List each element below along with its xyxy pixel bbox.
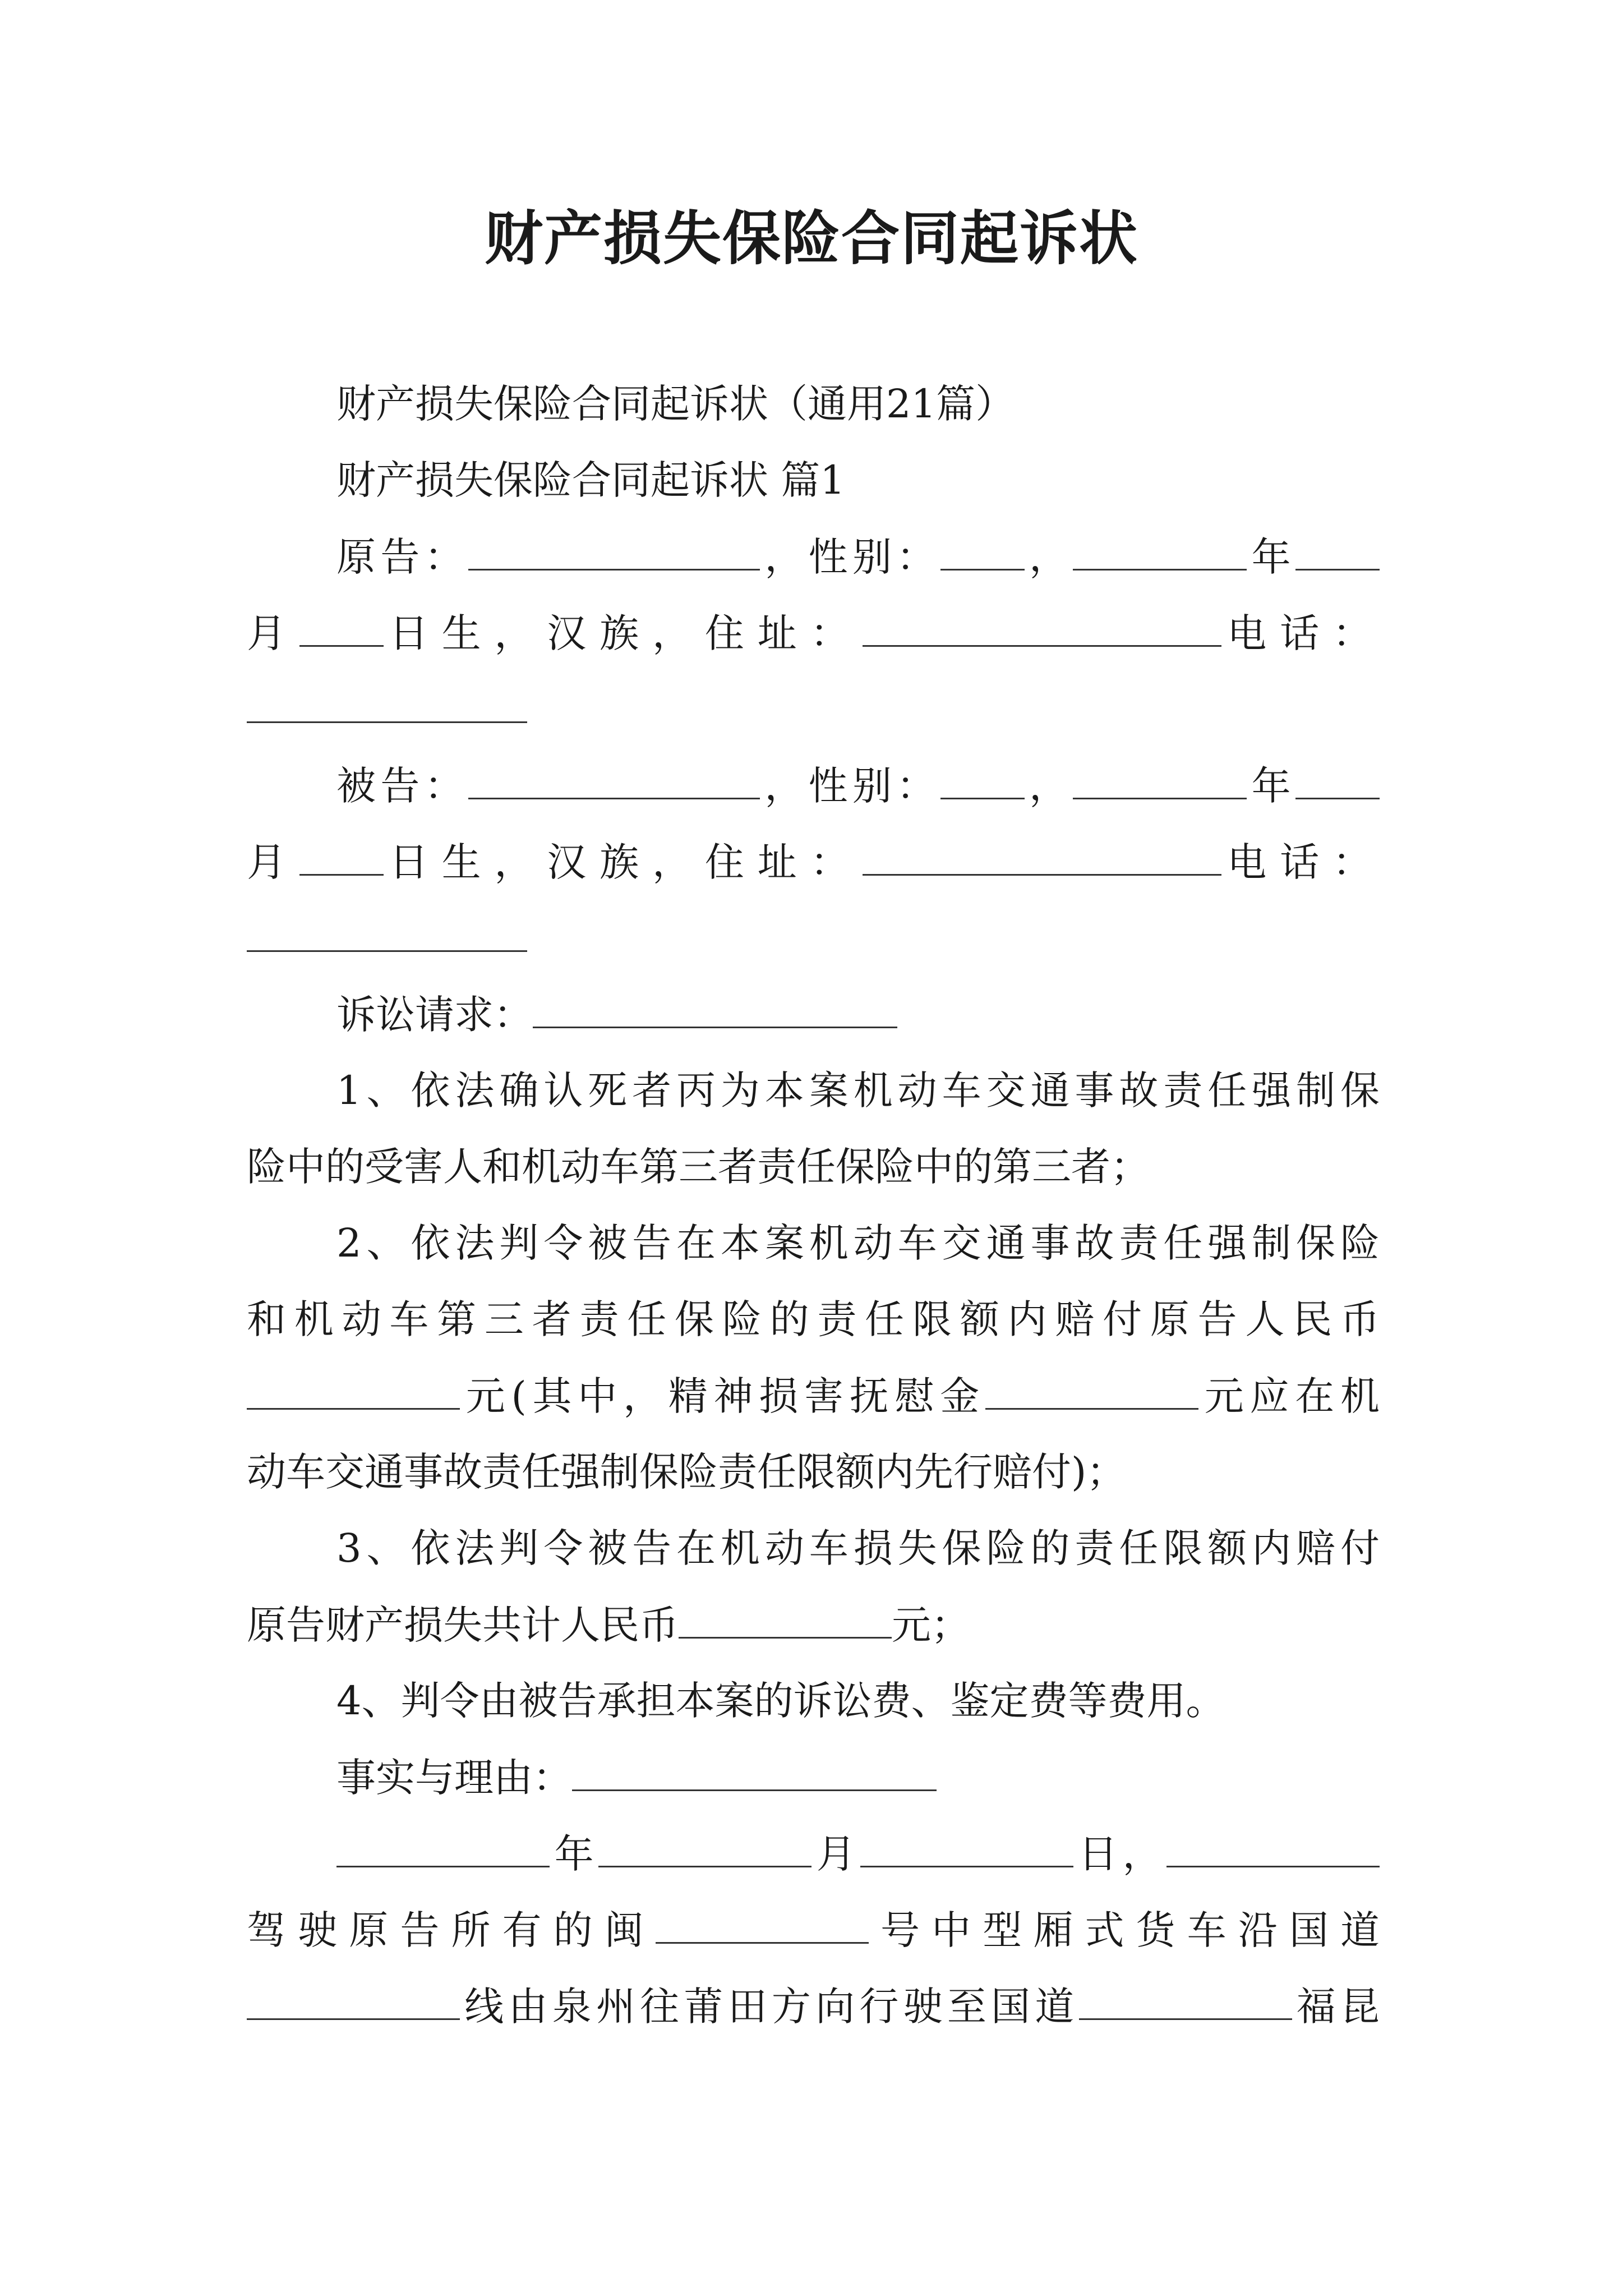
plaintiff-month-blank	[1295, 534, 1380, 570]
plaintiff-line-1	[247, 534, 1380, 610]
facts-month-label: 月	[811, 1831, 861, 1877]
facts-label: 事实与理由：	[336, 1755, 572, 1801]
facts-line-3	[247, 1984, 1380, 2060]
claim-2-line-4: 动车交通事故责任强制保险责任限额内先行赔付)；	[247, 1449, 1126, 1495]
claim-2-amount-blank	[247, 1373, 460, 1410]
defendant-gender-label: ，性别：	[760, 763, 940, 809]
claims-label: 诉讼请求：	[336, 992, 533, 1038]
plaintiff-phone-blank	[247, 687, 527, 723]
plaintiff-born-address-label: 日生，汉族，住址：	[383, 610, 863, 656]
claim-4: 4、判令由被告承担本案的诉讼费、鉴定费等费用。	[336, 1678, 1225, 1724]
plaintiff-separator: ，	[1024, 534, 1073, 580]
facts-text-4: 福昆	[1292, 1984, 1380, 2030]
defendant-line-3	[247, 915, 1380, 992]
document-body	[247, 381, 1380, 2060]
facts-line-1	[247, 1831, 1380, 1907]
claim-2-text-1: 元(其中，精神损害抚慰金	[460, 1373, 986, 1419]
defendant-gender-blank	[940, 763, 1025, 799]
document-title: 财产损失保险合同起诉状	[484, 204, 1138, 273]
claim-2-line-3	[247, 1373, 1380, 1450]
section-heading: 财产损失保险合同起诉状 篇1	[336, 457, 845, 503]
facts-day-label: 日，	[1073, 1831, 1167, 1877]
defendant-separator: ，	[1024, 763, 1073, 809]
plaintiff-name-blank	[468, 534, 760, 570]
claim-2-line-1: 2、依法判令被告在本案机动车交通事故责任强制保险	[336, 1220, 1380, 1266]
claim-3-line-2	[247, 1602, 1380, 1678]
defendant-phone-label: 电话：	[1221, 839, 1380, 885]
claim-2-line-2: 和机动车第三者责任保险的责任限额内赔付原告人民币	[247, 1296, 1380, 1342]
facts-road-blank	[247, 1984, 460, 2020]
claims-blank	[533, 992, 897, 1028]
facts-plate-blank	[656, 1907, 869, 1944]
facts-text-3: 线由泉州往莆田方向行驶至国道	[460, 1984, 1079, 2030]
facts-day-blank	[860, 1831, 1073, 1867]
claims-heading	[247, 992, 1380, 1068]
plaintiff-month-label: 月	[247, 610, 299, 656]
plaintiff-line-3	[247, 687, 1380, 763]
claim-1-line-2: 险中的受害人和机动车第三者责任保险中的第三者；	[247, 1144, 1150, 1190]
defendant-born-address-label: 日生，汉族，住址：	[383, 839, 863, 885]
plaintiff-line-2	[247, 610, 1380, 687]
defendant-year-blank	[1073, 763, 1247, 799]
claim-3-text-2: 元；	[892, 1602, 970, 1648]
claim-3-line-1: 3、依法判令被告在机动车损失保险的责任限额内赔付	[336, 1525, 1380, 1571]
facts-year-blank	[336, 1831, 550, 1867]
plaintiff-year-blank	[1073, 534, 1247, 570]
subtitle: 财产损失保险合同起诉状（通用21篇）	[336, 381, 1015, 427]
claim-2-mental-damage-blank	[985, 1373, 1198, 1410]
claim-2-text-2: 元应在机	[1198, 1373, 1380, 1419]
claim-3-amount-blank	[679, 1602, 892, 1639]
plaintiff-label: 原告：	[336, 534, 468, 580]
defendant-phone-blank	[247, 915, 527, 952]
plaintiff-address-blank	[863, 610, 1221, 647]
facts-year-label: 年	[550, 1831, 599, 1877]
facts-month-blank	[598, 1831, 811, 1867]
defendant-line-2	[247, 839, 1380, 915]
facts-driver-blank	[1166, 1831, 1380, 1867]
plaintiff-day-blank	[299, 610, 384, 647]
claim-1-line-1: 1、依法确认死者丙为本案机动车交通事故责任强制保	[336, 1068, 1380, 1114]
defendant-line-1	[247, 763, 1380, 839]
plaintiff-phone-label: 电话：	[1221, 610, 1380, 656]
facts-text-1: 驾驶原告所有的闽	[247, 1907, 656, 1953]
plaintiff-year-label: 年	[1247, 534, 1296, 580]
facts-line-2	[247, 1907, 1380, 1984]
defendant-label: 被告：	[336, 763, 468, 809]
defendant-year-label: 年	[1247, 763, 1296, 809]
defendant-name-blank	[468, 763, 760, 799]
plaintiff-gender-label: ，性别：	[760, 534, 940, 580]
facts-text-2: 号中型厢式货车沿国道	[868, 1907, 1380, 1953]
defendant-month-label: 月	[247, 839, 299, 885]
facts-blank	[572, 1755, 937, 1791]
facts-highway-blank	[1079, 1984, 1292, 2020]
facts-heading	[247, 1755, 1380, 1831]
defendant-month-blank	[1295, 763, 1380, 799]
defendant-address-blank	[863, 839, 1221, 876]
plaintiff-gender-blank	[940, 534, 1025, 570]
defendant-day-blank	[299, 839, 384, 876]
claim-3-text-1: 原告财产损失共计人民币	[247, 1602, 679, 1648]
